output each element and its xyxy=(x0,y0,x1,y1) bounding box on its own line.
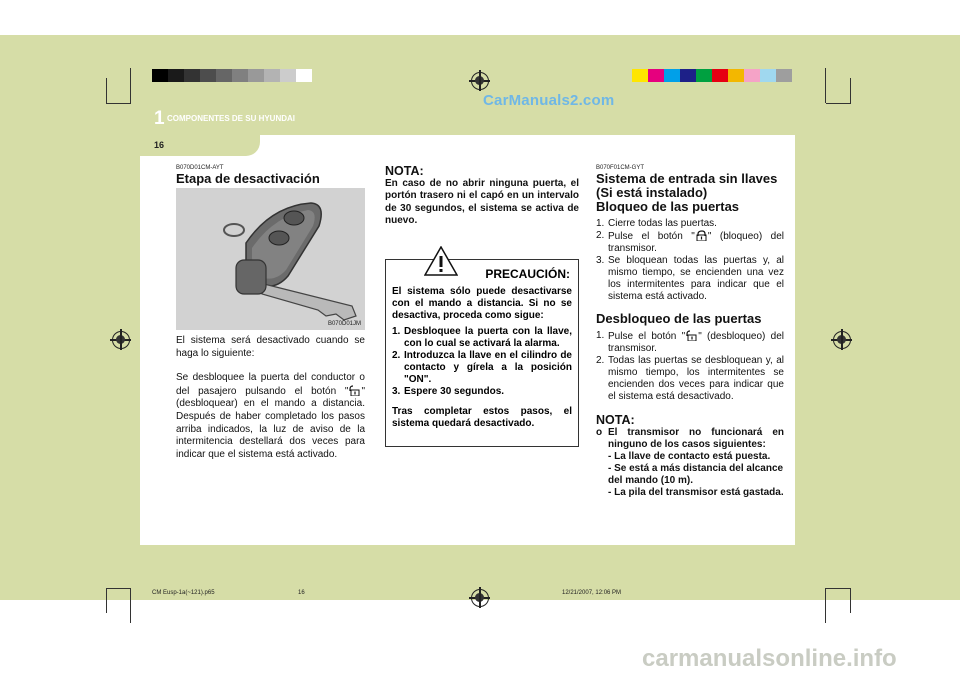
caution-steps xyxy=(392,326,572,398)
watermark-footer[interactable]: carmanualsonline.info xyxy=(642,645,897,672)
caution-intro: El sistema sólo puede desactivarse con el mando a distancia. Si no se desactiva, proceda como sigue: xyxy=(392,286,572,321)
color-calibration-bar xyxy=(632,69,792,82)
list-item: 2. Todas las puertas se desbloquean y, al mismo tiempo, los intermitentes se encienden dos veces para indicar que el sistema está desactivado. xyxy=(596,355,784,402)
color-swatch xyxy=(232,69,248,82)
color-swatch xyxy=(744,69,760,82)
color-swatch xyxy=(184,69,200,82)
footer-file: CM Eusp-1a(~121).p65 xyxy=(152,590,215,596)
list-item: 2. Introduzca la llave en el cilindro de contacto y gírela a la posición "ON". xyxy=(392,350,572,385)
list-item: 1. Pulse el botón " " (desbloqueo) del transmisor. xyxy=(596,330,784,354)
list-item: 3. Se bloquean todas las puertas y, al mismo tiempo, se encienden una vez los intermitentes para indicar que el sistema está activado. xyxy=(596,255,784,302)
color-swatch xyxy=(648,69,664,82)
section-code: B070D01CM-AYT xyxy=(176,165,224,171)
color-swatch xyxy=(248,69,264,82)
lock-icon xyxy=(695,230,708,241)
color-swatch xyxy=(760,69,776,82)
registration-target-icon xyxy=(471,589,489,607)
color-swatch xyxy=(216,69,232,82)
note-intro: o El transmisor no funcionará en ninguno de los casos siguientes: xyxy=(596,427,784,450)
footer-page: 16 xyxy=(298,590,305,596)
column-1-body xyxy=(176,335,365,461)
column-1 xyxy=(176,164,365,186)
unlock-steps xyxy=(596,330,784,403)
list-item: 3. Espere 30 segundos. xyxy=(392,386,505,397)
color-swatch xyxy=(712,69,728,82)
list-item: 1. Desbloquee la puerta con la llave, con lo cual se activará la alarma. xyxy=(392,326,572,349)
color-swatch xyxy=(168,69,184,82)
color-swatch xyxy=(776,69,792,82)
page-number: 16 xyxy=(154,140,165,150)
color-swatch xyxy=(696,69,712,82)
list-item: 1. Cierre todas las puertas. xyxy=(596,218,717,229)
caution-outro: Tras completar estos pasos, el sistema quedará desactivado. xyxy=(392,406,572,429)
column-3 xyxy=(596,164,784,499)
color-swatch xyxy=(680,69,696,82)
note-item: - La llave de contacto está puesta. xyxy=(608,451,771,462)
section-subheading: (Si está instalado) xyxy=(596,185,708,200)
chapter-number: 1 xyxy=(154,108,165,129)
watermark-link[interactable]: CarManuals2.com xyxy=(483,92,615,109)
lock-heading: Bloqueo de las puertas xyxy=(596,199,740,214)
footer-date: 12/21/2007, 12:06 PM xyxy=(562,590,622,596)
color-swatch xyxy=(152,69,168,82)
section-heading: Sistema de entrada sin llaves xyxy=(596,171,778,186)
column-2 xyxy=(385,164,579,227)
color-swatch xyxy=(200,69,216,82)
list-item: 2. Pulse el botón " " (bloqueo) del transmisor. xyxy=(596,230,784,254)
unlock-icon xyxy=(348,385,361,396)
image-caption: B070D01JM xyxy=(327,321,361,327)
registration-target-icon xyxy=(833,331,851,349)
caution-title: PRECAUCIÓN: xyxy=(485,267,570,281)
section-code: B070F01CM-GYT xyxy=(596,165,645,171)
grayscale-color-bar xyxy=(152,69,312,82)
key-fob-image xyxy=(176,188,365,330)
color-swatch xyxy=(280,69,296,82)
section-heading: Etapa de desactivación xyxy=(176,171,320,186)
registration-target-icon xyxy=(471,72,489,90)
lock-steps xyxy=(596,218,784,303)
note-items xyxy=(596,451,784,499)
paragraph: El sistema será desactivado cuando se haga lo siguiente: xyxy=(176,335,365,359)
note-item: - La pila del transmisor está gastada. xyxy=(608,487,784,498)
paragraph: Se desbloquee la puerta del conductor o del pasajero pulsando el botón " " (desbloquear) en el mando a distancia. Después de haber completado los pasos arriba indicados, la luz de aviso de la intermitencia destellará dos veces para indicar que el sistema está activado. xyxy=(176,372,365,460)
note-item: - Se está a más distancia del alcance del mando (10 m). xyxy=(608,463,784,486)
unlock-icon xyxy=(685,330,698,341)
color-swatch xyxy=(264,69,280,82)
color-swatch xyxy=(632,69,648,82)
caution-box xyxy=(385,259,579,447)
color-swatch xyxy=(296,69,312,82)
key-fob-illustration xyxy=(176,188,365,330)
note-title: NOTA: xyxy=(596,413,635,427)
registration-target-icon xyxy=(112,331,130,349)
color-swatch xyxy=(664,69,680,82)
chapter-title: COMPONENTES DE SU HYUNDAI xyxy=(167,114,296,123)
color-swatch xyxy=(728,69,744,82)
note-title: NOTA: xyxy=(385,164,424,178)
warning-triangle-icon xyxy=(424,246,458,276)
crop-mark xyxy=(130,68,131,103)
unlock-heading: Desbloqueo de las puertas xyxy=(596,311,762,326)
note-text: En caso de no abrir ninguna puerta, el portón trasero ni el capó en un intervalo de 30 segundos, el sistema se activa de nuevo. xyxy=(385,178,579,226)
